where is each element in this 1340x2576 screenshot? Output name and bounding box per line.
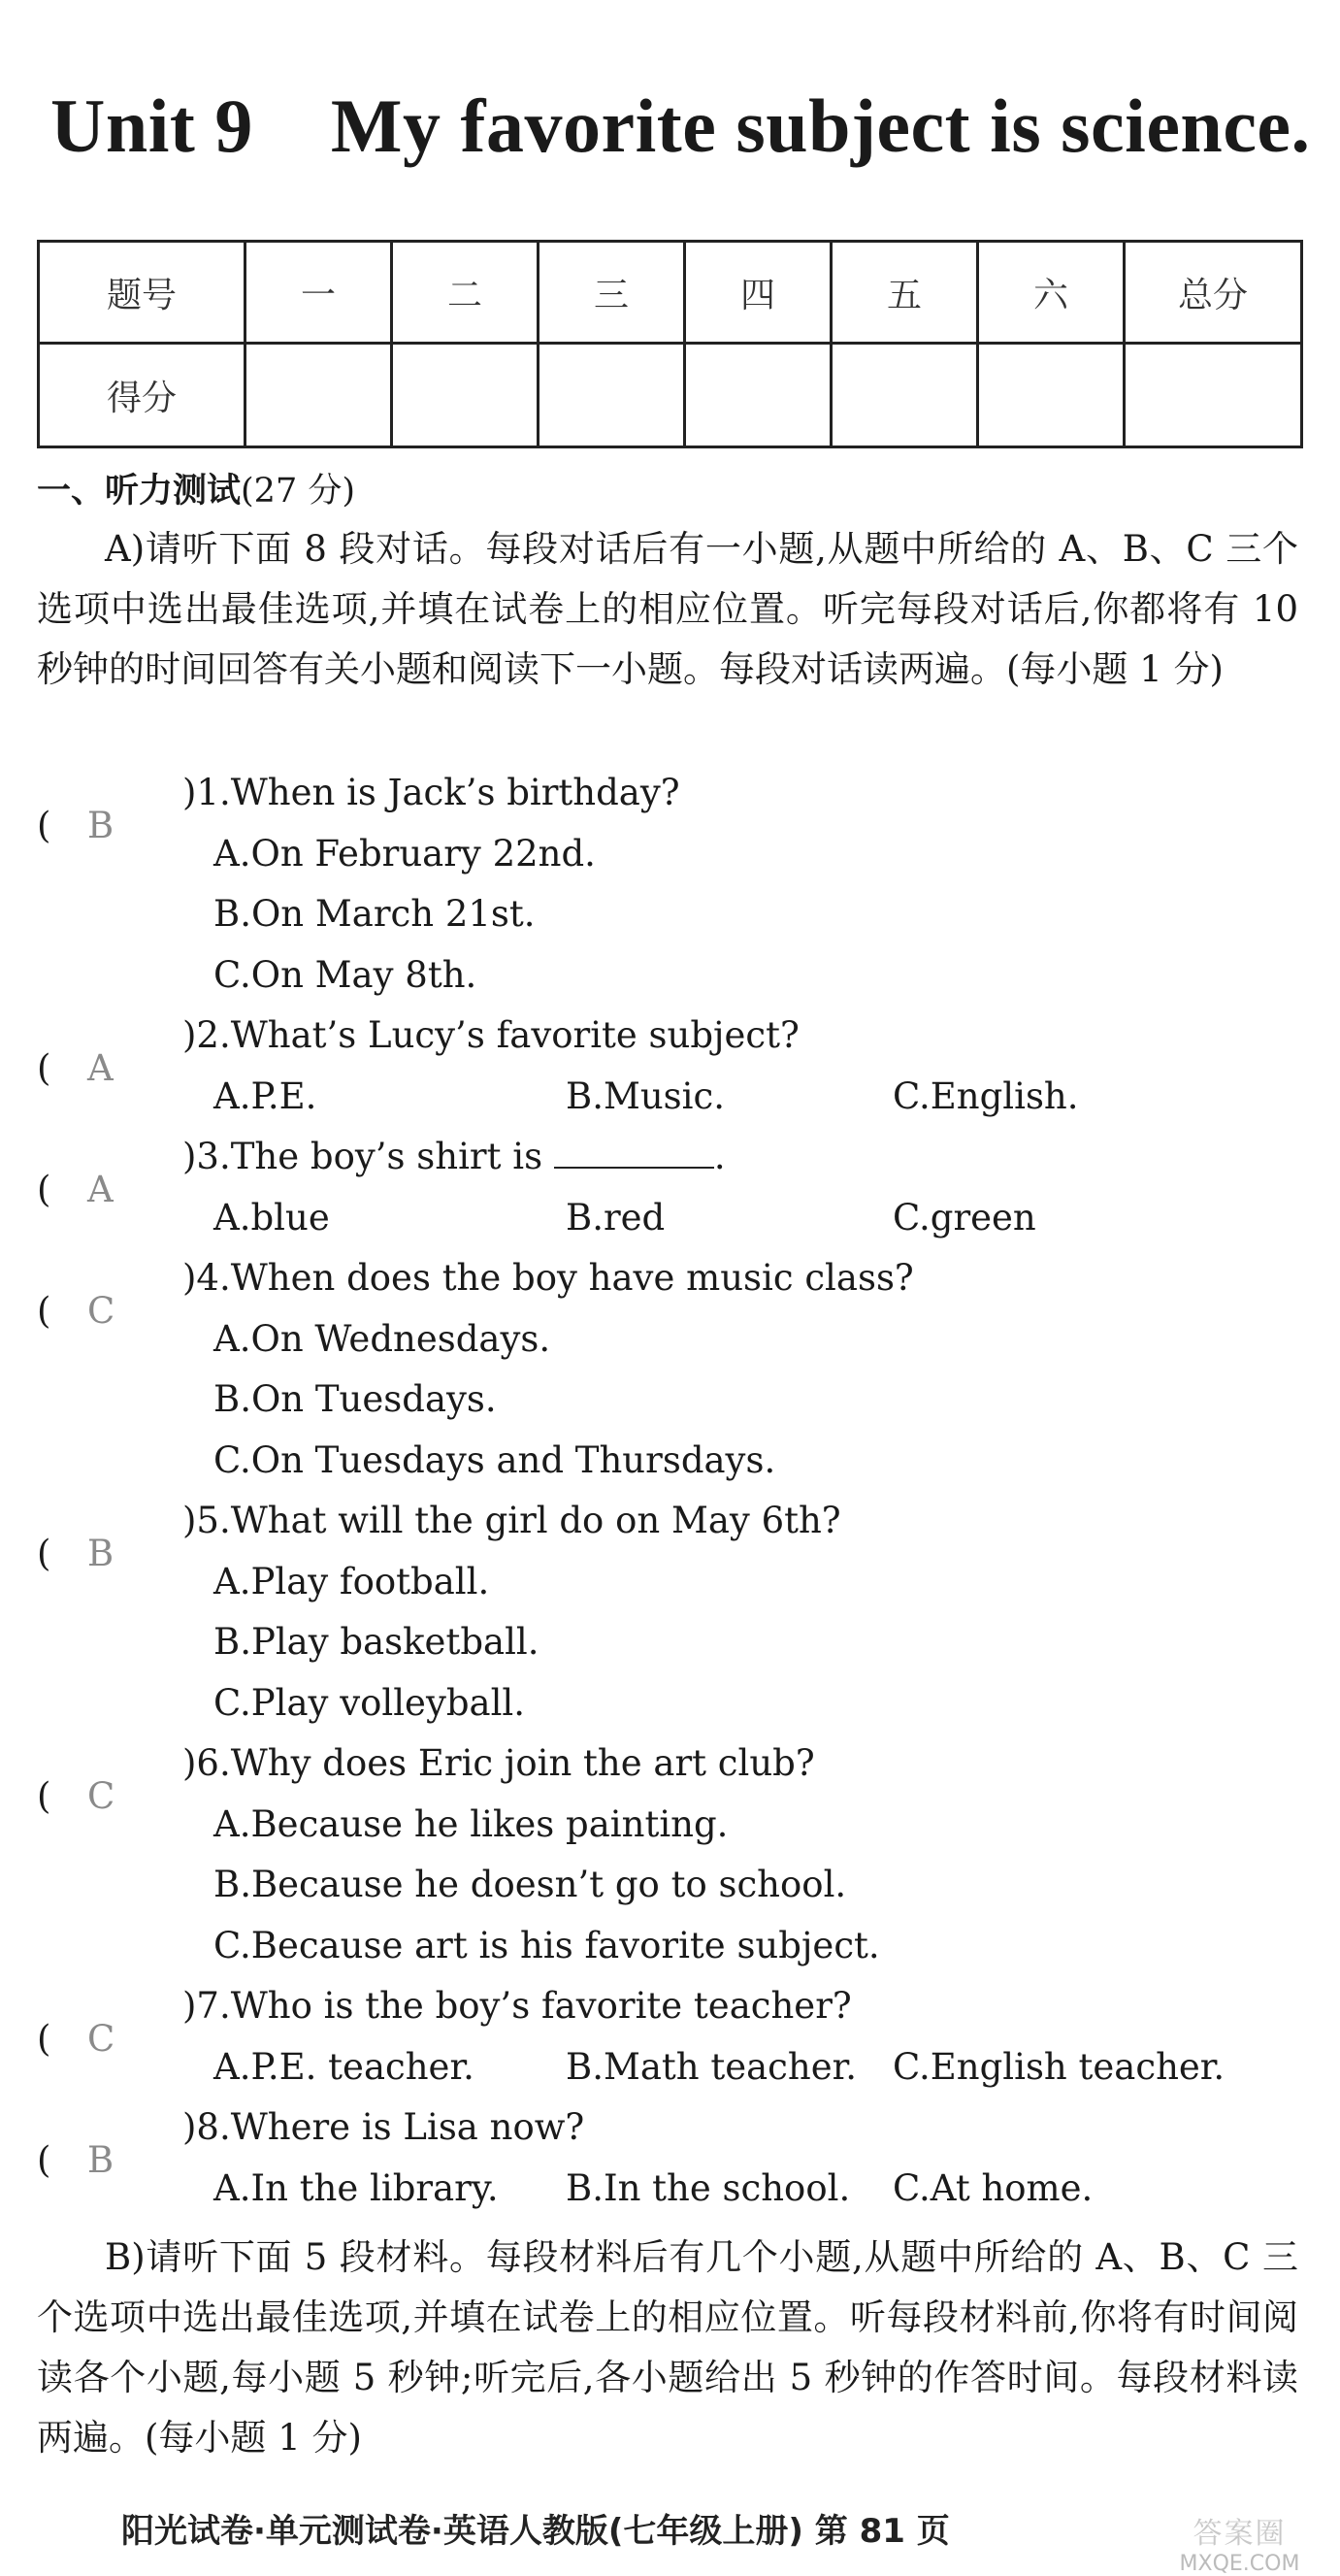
question-2: ( A )2.What’s Lucy’s favorite subject? [37, 1014, 800, 1089]
score-table-header-row [39, 242, 1302, 344]
score-table-score-row [39, 344, 1302, 447]
score-cell: 二 [392, 242, 539, 344]
option-b: B.Play basketball. [213, 1621, 539, 1663]
option-c: C.Play volleyball. [213, 1682, 526, 1724]
option-b: B.On March 21st. [213, 893, 536, 935]
score-cell[interactable] [832, 344, 978, 447]
watermark-logo: 答案圈 [1193, 2517, 1287, 2551]
option-b: B.Music. [566, 1075, 725, 1117]
option-c: C.English teacher. [893, 2046, 1226, 2088]
score-cell[interactable] [392, 344, 539, 447]
option-a: A.On Wednesdays. [213, 1318, 551, 1360]
score-cell: 一 [245, 242, 392, 344]
option-b: B.Math teacher. [566, 2046, 858, 2088]
option-c: C.English. [893, 1075, 1079, 1117]
score-cell: 三 [539, 242, 685, 344]
score-cell[interactable] [245, 344, 392, 447]
score-cell: 题号 [39, 242, 245, 344]
question-4: ( C )4.When does the boy have music class? [37, 1257, 914, 1332]
option-b: B.On Tuesdays. [213, 1378, 497, 1420]
score-cell: 六 [978, 242, 1125, 344]
score-cell[interactable] [685, 344, 832, 447]
page-footer: 阳光试卷·单元测试卷·英语人教版(七年级上册) 第 81 页 [121, 2512, 950, 2551]
score-table [37, 240, 1303, 448]
score-cell: 五 [832, 242, 978, 344]
score-cell: 总分 [1125, 242, 1302, 344]
section-heading: 一、听力测试(27 分) [37, 472, 355, 511]
option-c: C.On Tuesdays and Thursdays. [213, 1439, 776, 1481]
watermark [1164, 2509, 1315, 2576]
option-c: C.On May 8th. [213, 954, 477, 996]
question-5: ( B )5.What will the girl do on May 6th? [37, 1500, 841, 1574]
score-cell[interactable] [1125, 344, 1302, 447]
option-a: A.P.E. teacher. [213, 2046, 474, 2088]
option-a: A.In the library. [213, 2167, 499, 2209]
option-a: A.P.E. [213, 1075, 317, 1117]
question-8: ( B )8.Where is Lisa now? [37, 2106, 585, 2181]
part-a-instructions: A)请听下面 8 段对话。每段对话后有一小题,从题中所给的 A、B、C 三个选项中选出最佳选项,并填在试卷上的相应位置。听完每段对话后,你都将有 10 秒钟的时间回答有关小题和阅读下一小题。每段对话读两遍。(每小题 1 分) [37, 528, 1298, 690]
score-cell[interactable] [978, 344, 1125, 447]
part-b-instructions: B)请听下面 5 段材料。每段材料后有几个小题,从题中所给的 A、B、C 三个选项中选出最佳选项,并填在试卷上的相应位置。听每段材料前,你将有时间阅读各个小题,每小题 5 秒钟;听完后,各小题给出 5 秒钟的作答时间。每段材料读两遍。(每小题 1 分) [37, 2236, 1298, 2459]
option-b: B.Because he doesn’t go to school. [213, 1864, 847, 1905]
option-b: B.red [566, 1197, 666, 1238]
option-a: A.Because he likes painting. [213, 1803, 729, 1845]
option-a: A.On February 22nd. [213, 833, 596, 875]
option-a: A.blue [213, 1197, 330, 1238]
question-6: ( C )6.Why does Eric join the art club? [37, 1742, 815, 1817]
watermark-url: MXQE.COM [1179, 2552, 1300, 2576]
option-b: B.In the school. [566, 2167, 851, 2209]
score-cell: 得分 [39, 344, 245, 447]
option-c: C.Because art is his favorite subject. [213, 1925, 880, 1966]
option-a: A.Play football. [213, 1561, 490, 1602]
fill-blank[interactable] [554, 1138, 714, 1169]
option-c: C.At home. [893, 2167, 1094, 2209]
question-3: ( A )3.The boy’s shirt is . [37, 1136, 726, 1210]
score-cell[interactable] [539, 344, 685, 447]
question-1: ( B )1.When is Jack’s birthday? [37, 772, 680, 846]
page-title: Unit 9 My favorite subject is science. [50, 83, 1311, 168]
option-c: C.green [893, 1197, 1036, 1238]
question-7: ( C )7.Who is the boy’s favorite teacher? [37, 1985, 852, 2060]
score-cell: 四 [685, 242, 832, 344]
